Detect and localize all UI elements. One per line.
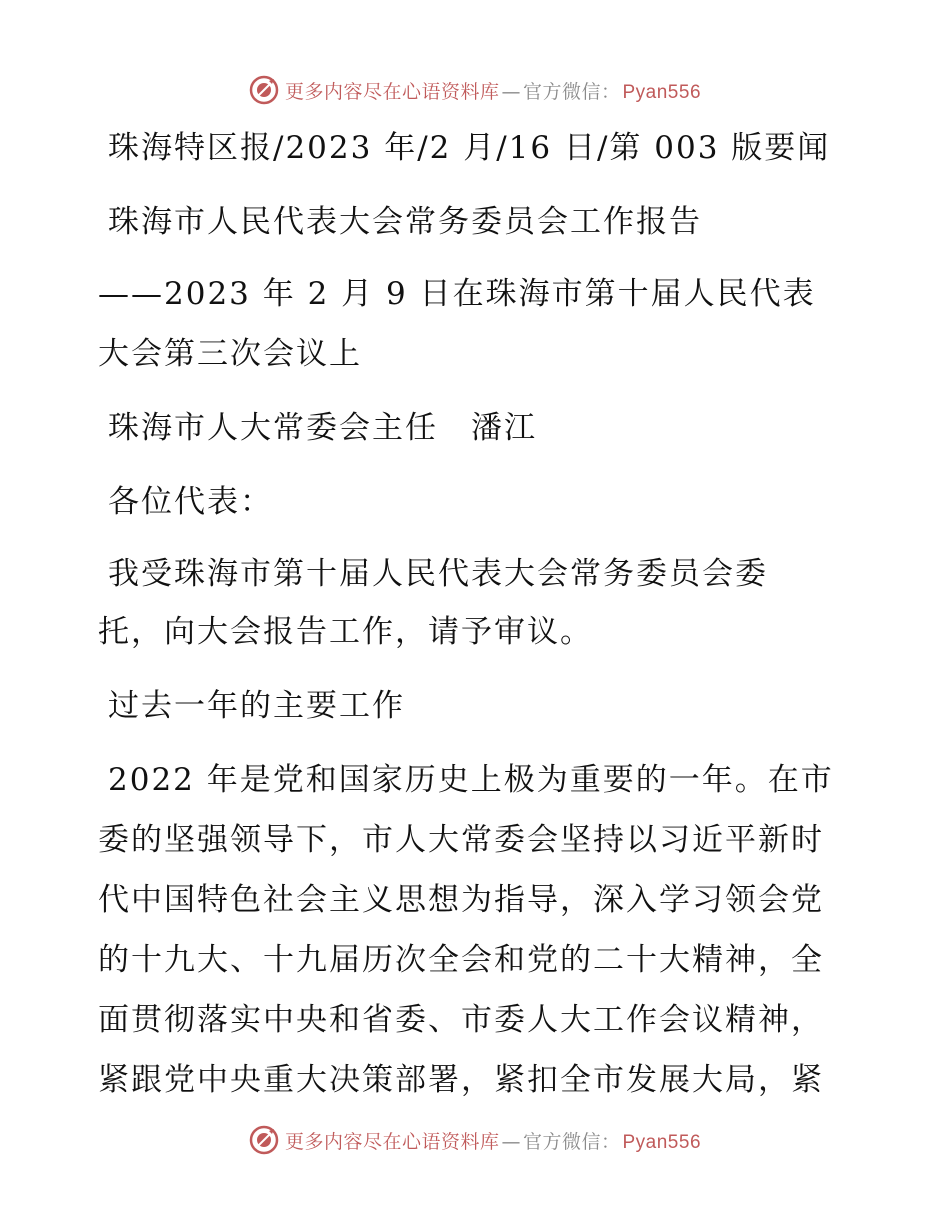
watermark-sub-text: 官方微信： <box>522 1130 621 1153</box>
paragraph-line-5: 面贯彻落实中央和省委、市委人大工作会议精神， <box>98 1002 824 1038</box>
paragraph-intro-line-2: 托，向大会报告工作，请予审议。 <box>98 614 593 650</box>
pen-logo-icon <box>249 75 279 105</box>
watermark-text <box>285 77 701 104</box>
watermark-wechat-id: Pyan556 <box>622 1131 702 1153</box>
author-line: 珠海市人大常委会主任 潘江 <box>108 410 537 446</box>
watermark-text <box>285 1127 701 1154</box>
report-title: 珠海市人民代表大会常务委员会工作报告 <box>108 204 702 240</box>
paragraph-line-6: 紧跟党中央重大决策部署，紧扣全市发展大局，紧 <box>98 1062 824 1098</box>
watermark-sub-text: 官方微信： <box>522 80 621 103</box>
paragraph-line-3: 代中国特色社会主义思想为指导，深入学习领会党 <box>98 882 824 918</box>
watermark-header <box>0 70 950 110</box>
watermark-dash: — <box>501 1130 521 1153</box>
pen-logo-icon <box>249 1125 279 1155</box>
paragraph-line-4: 的十九大、十九届历次全会和党的二十大精神，全 <box>98 942 824 978</box>
newspaper-source-line: 珠海特区报/2023 年/2 月/16 日/第 003 版要闻 <box>108 130 831 166</box>
section-heading: 过去一年的主要工作 <box>108 688 405 724</box>
watermark-dash: — <box>501 80 521 103</box>
paragraph-line-2: 委的坚强领导下，市人大常委会坚持以习近平新时 <box>98 822 824 858</box>
watermark-main-text: 更多内容尽在心语资料库 <box>284 1130 500 1153</box>
report-subtitle-line-2: 大会第三次会议上 <box>98 336 362 372</box>
salutation: 各位代表： <box>108 484 273 520</box>
paragraph-line-1: 2022 年是党和国家历史上极为重要的一年。在市 <box>108 762 834 798</box>
report-subtitle-line-1: ——2023 年 2 月 9 日在珠海市第十届人民代表 <box>98 276 816 312</box>
paragraph-intro-line-1: 我受珠海市第十届人民代表大会常务委员会委 <box>108 556 768 592</box>
watermark-main-text: 更多内容尽在心语资料库 <box>284 80 500 103</box>
watermark-wechat-id: Pyan556 <box>622 81 702 103</box>
watermark-footer <box>0 1120 950 1160</box>
